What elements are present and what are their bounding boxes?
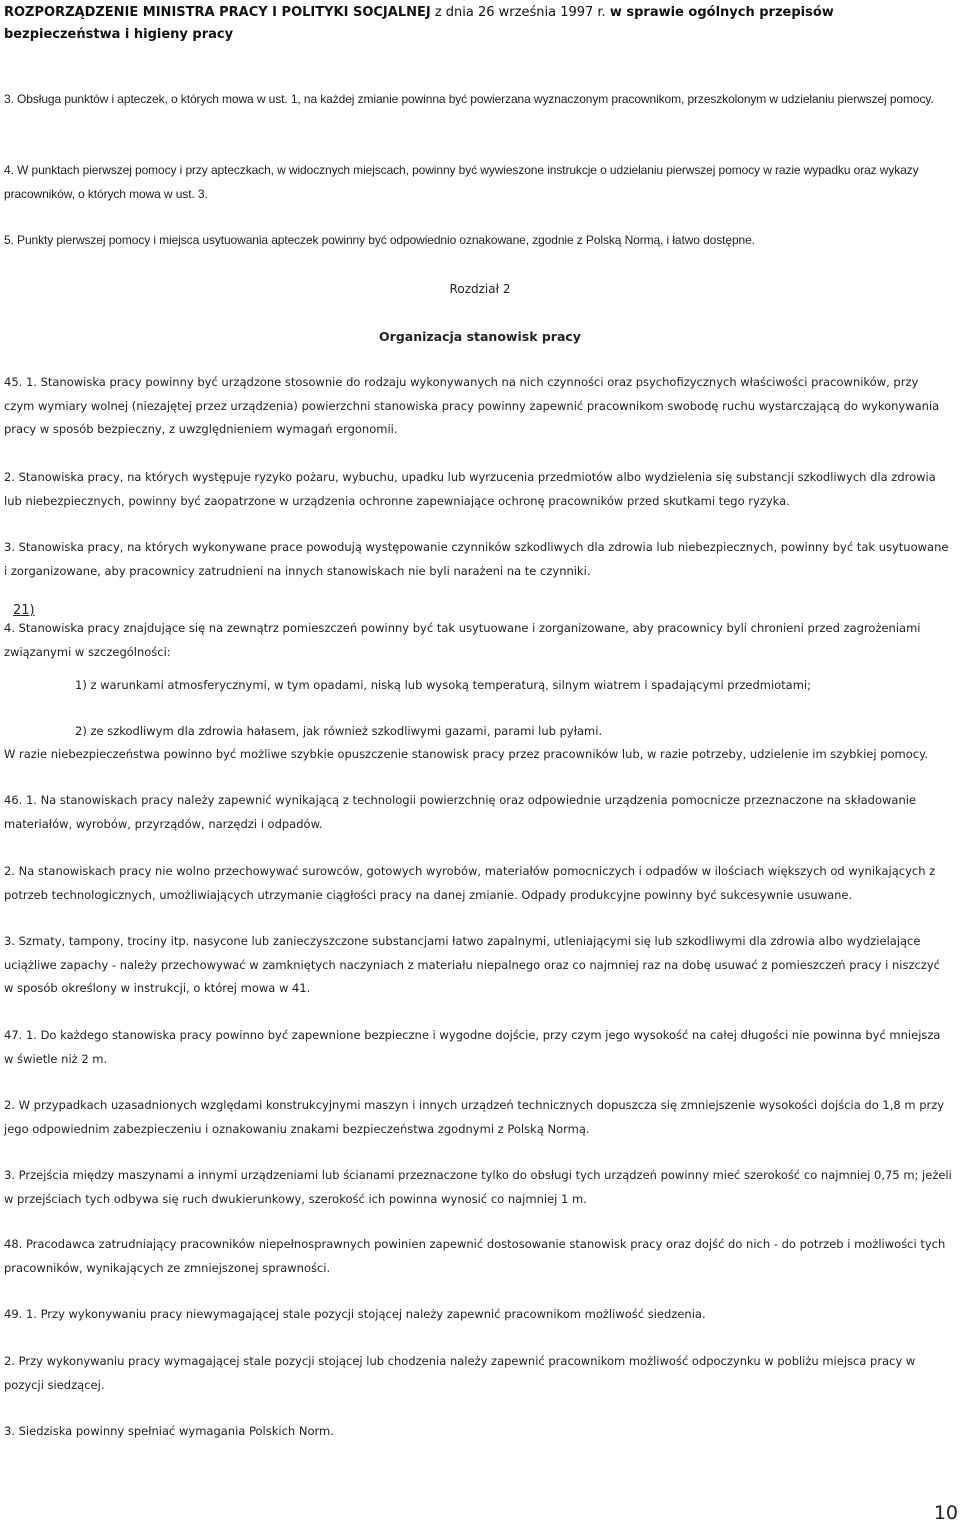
header-title-part1: ROZPORZĄDZENIE MINISTRA PRACY I POLITYKI SOCJALNEJ: [4, 5, 431, 20]
section-45-1: 45. 1. Stanowiska pracy powinny być urządzone stosownie do rodzaju wykonywanych na nich czynności oraz psychofizycznych właściwości pracowników, przy czym wymiary wolnej (niezajętej przez urządzenia) powierzchni stanowiska pracy powinny zapewnić pracownikom swobodę ruchu wystarczającą do wykonywania pracy w sposób bezpieczny, z uwzględnieniem wymagań ergonomii.: [4, 375, 940, 436]
section-46-3: 3. Szmaty, tampony, trociny itp. nasycone lub zanieczyszczone substancjami łatwo zapalnymi, utleniającymi się lub szkodliwymi dla zdrowia albo wydzielające uciążliwe zapachy - należy przechowywać w zamkniętych naczyniach z materiału niepalnego oraz co najmniej raz na dobę usuwać z pomieszczeń pracy i niszczyć w sposób określony w instrukcji, o której mowa w 41.: [4, 934, 940, 995]
section-45-2: 2. Stanowiska pracy, na których występuje ryzyko pożaru, wybuchu, upadku lub wyrzucenia przedmiotów albo wydzielenia się substancji szkodliwych dla zdrowia lub niebezpiecznych, powinny być zaopatrzone w urządzenia ochronne zapewniające ochronę pracowników przed skutkami tego ryzyka.: [4, 470, 936, 508]
section-49-2: 2. Przy wykonywaniu pracy wymagającej stale pozycji stojącej lub chodzenia należy zapewnić pracownikom możliwość odpoczynku w pobliżu miejsca pracy w pozycji siedzącej.: [4, 1354, 916, 1392]
section-45-4: 4. Stanowiska pracy znajdujące się na zewnątrz pomieszczeń powinny być tak usytuowane i zorganizowane, aby pracownicy byli chronieni przed zagrożeniami związanymi w szczególności:: [4, 621, 921, 659]
section-47-3: 3. Przejścia między maszynami a innymi urządzeniami lub ścianami przeznaczone tylko do obsługi tych urządzeń powinny mieć szerokość co najmniej 0,75 m; jeżeli w przejściach tych odbywa się ruch dwukierunkowy, szerokość ich powinna wynosić co najmniej 1 m.: [4, 1168, 952, 1206]
chapter-title: Organizacja stanowisk pracy: [379, 329, 581, 344]
section-46-1: 46. 1. Na stanowiskach pracy należy zapewnić wynikającą z technologii powierzchnię oraz odpowiednie urządzenia pomocnicze przeznaczone na składowanie materiałów, wyrobów, przyrządów, narzędzi i odpadów.: [4, 793, 917, 831]
header-date: z dnia 26 września 1997 r.: [430, 5, 610, 20]
section-49-1: 49. 1. Przy wykonywaniu pracy niewymagającej stale pozycji stojącej należy zapewnić pracownikom możliwość siedzenia.: [4, 1307, 706, 1321]
page-number: 10: [933, 1502, 958, 1524]
chapter-label: Rozdział 2: [449, 282, 511, 296]
section-48: 48. Pracodawca zatrudniający pracowników niepełnosprawnych powinien zapewnić dostosowanie stanowisk pracy oraz dojść do nich - do potrzeb i możliwości tych pracowników, wynikających ze zmniejszonej sprawności.: [4, 1237, 946, 1275]
section-45-4-item-1: 1) z warunkami atmosferycznymi, w tym opadami, niską lub wysoką temperaturą, silnym wiatrem i spadającymi przedmiotami;: [75, 678, 811, 692]
section-46-2: 2. Na stanowiskach pracy nie wolno przechowywać surowców, gotowych wyrobów, materiałów pomocniczych i odpadów w ilościach większych od wynikających z potrzeb technologicznych, umożliwiających utrzymanie ciągłości pracy na danej zmianie. Odpady produkcyjne powinny być sukcesywnie usuwane.: [4, 864, 936, 902]
section-47-2: 2. W przypadkach uzasadnionych względami konstrukcyjnymi maszyn i innych urządzeń technicznych dopuszcza się zmniejszenie wysokości dojścia do 1,8 m przy jego odpowiednim zabezpieczeniu i oznakowaniu znakami bezpieczeństwa zgodnymi z Polską Normą.: [4, 1098, 945, 1136]
header-title-part2: w sprawie ogólnych przepisów bezpieczeństwa i higieny pracy: [4, 5, 834, 42]
paragraph-p3: 3. Obsługa punktów i apteczek, o których mowa w ust. 1, na każdej zmianie powinna być powierzana wyznaczonym pracownikom, przeszkolonym w udzielaniu pierwszej pomocy.: [4, 92, 934, 106]
section-47-1: 47. 1. Do każdego stanowiska pracy powinno być zapewnione bezpieczne i wygodne dojście, przy czym jego wysokość na całej długości nie powinna być mniejsza w świetle niż 2 m.: [4, 1028, 941, 1066]
footnote-marker: 21): [13, 603, 35, 618]
section-45-4-end: W razie niebezpieczeństwa powinno być możliwe szybkie opuszczenie stanowisk pracy przez pracowników lub, w razie potrzeby, udzielenie im szybkiej pomocy.: [4, 747, 928, 761]
paragraph-p5: 5. Punkty pierwszej pomocy i miejsca usytuowania apteczek powinny być odpowiednio oznakowane, zgodnie z Polską Normą, i łatwo dostępne.: [4, 233, 755, 247]
section-45-4-item-2: 2) ze szkodliwym dla zdrowia hałasem, jak również szkodliwymi gazami, parami lub pyłami.: [75, 724, 603, 738]
paragraph-p4: 4. W punktach pierwszej pomocy i przy apteczkach, w widocznych miejscach, powinny być wywieszone instrukcje o udzielaniu pierwszej pomocy w razie wypadku oraz wykazy pracowników, o których mowa w ust. 3.: [4, 163, 919, 201]
section-49-3: 3. Siedziska powinny spełniać wymagania Polskich Norm.: [4, 1424, 334, 1438]
section-45-3: 3. Stanowiska pracy, na których wykonywane prace powodują występowanie czynników szkodliwych dla zdrowia lub niebezpiecznych, powinny być tak usytuowane i zorganizowane, aby pracownicy zatrudnieni na innych stanowiskach nie byli narażeni na te czynniki.: [4, 540, 949, 578]
document-header: [4, 2, 950, 46]
